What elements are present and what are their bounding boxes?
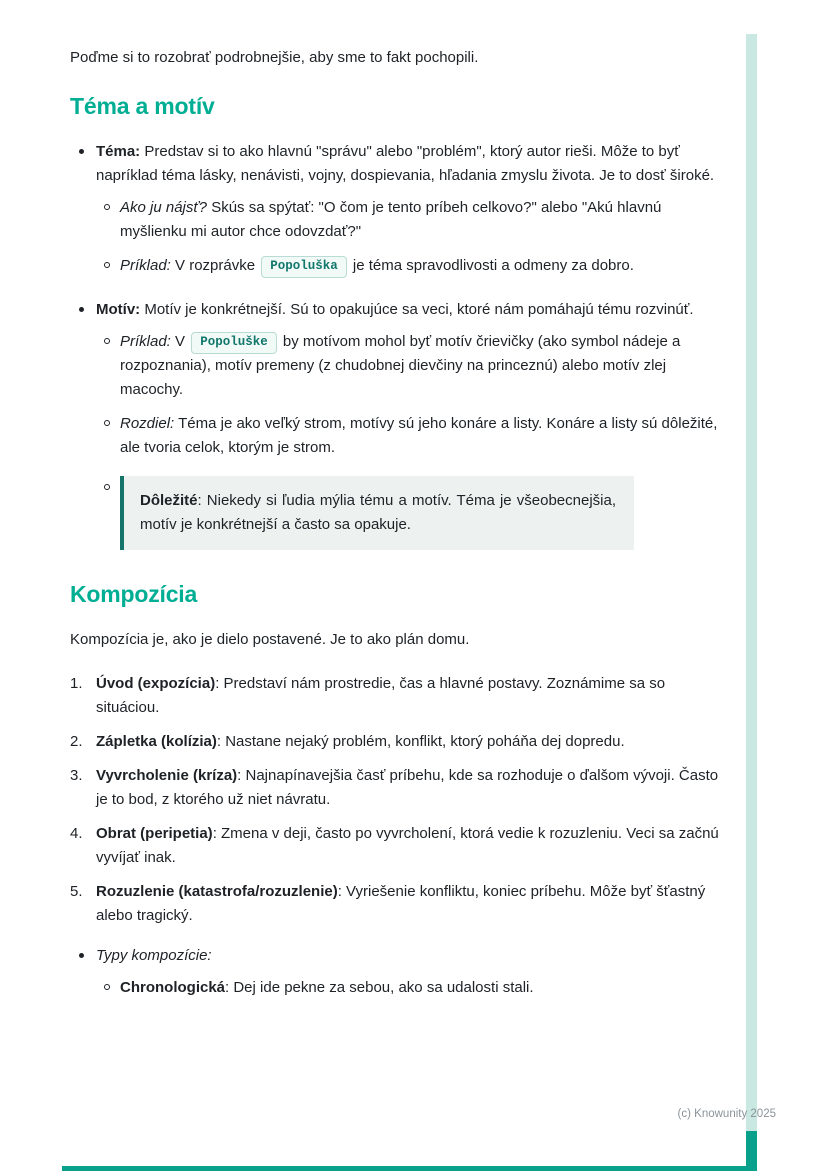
list-number: 4. bbox=[70, 825, 83, 842]
numbered-item-vyvrcholenie bbox=[70, 764, 732, 812]
priklad-label: Príklad: bbox=[120, 333, 171, 350]
list-item-priklad-tema bbox=[96, 254, 732, 278]
tema-text bbox=[96, 140, 732, 188]
step-body: : Najnapínavejšia časť príbehu, kde sa rozhoduje o ďalšom vývoji. Často je to bod, z ktorého už niet návratu. bbox=[96, 767, 719, 808]
step-text bbox=[96, 730, 732, 754]
circle-bullet-icon bbox=[96, 254, 120, 278]
list-item-typy bbox=[70, 944, 732, 968]
ako-ju-najst-text bbox=[120, 196, 732, 244]
callout-label: Dôležité bbox=[140, 492, 198, 509]
numbered-item-zapletka bbox=[70, 730, 732, 754]
ako-ju-najst-body: Skús sa spýtať: "O čom je tento príbeh celkovo?" alebo "Akú hlavnú myšlienku mi autor chce odovzdať?" bbox=[120, 199, 662, 240]
list-number: 2. bbox=[70, 733, 83, 750]
priklad-tema-text bbox=[120, 254, 732, 278]
heading-tema-a-motiv: Téma a motív bbox=[70, 93, 215, 119]
numbered-item-obrat bbox=[70, 822, 732, 870]
circle-bullet-icon bbox=[96, 196, 120, 220]
motif-group bbox=[70, 298, 732, 550]
motiv-term-description: Motív je konkrétnejší. Sú to opakujúce sa veci, ktoré nám pomáhajú tému rozvinúť. bbox=[140, 301, 694, 318]
next-page-edge bbox=[62, 1166, 757, 1171]
step-body: : Predstaví nám prostredie, čas a hlavné postavy. Zoznámime sa so situáciou. bbox=[96, 675, 666, 716]
bullet-icon bbox=[70, 944, 96, 968]
priklad-pre: V rozprávke bbox=[170, 257, 260, 274]
copyright-footer: (c) Knowunity 2025 bbox=[677, 1108, 776, 1120]
tema-term-label: Téma: bbox=[96, 143, 141, 160]
step-text bbox=[96, 764, 732, 812]
step-lead: Vyvrcholenie (kríza) bbox=[96, 767, 238, 784]
callout-body: : Niekedy si ľudia mýlia tému a motív. Téma je všeobecnejšia, motív je konkrétnejší a často sa opakuje. bbox=[140, 492, 616, 533]
heading-kompozicia: Kompozícia bbox=[70, 581, 198, 607]
ako-ju-najst-label: Ako ju nájsť? bbox=[120, 199, 208, 216]
motiv-text bbox=[96, 298, 732, 322]
circle-bullet-icon bbox=[96, 476, 120, 500]
step-text bbox=[96, 822, 732, 870]
rozdiel-text bbox=[120, 412, 732, 460]
step-lead: Zápletka (kolízia) bbox=[96, 733, 217, 750]
rozdiel-label: Rozdiel: bbox=[120, 415, 175, 432]
rozdiel-body: Téma je ako veľký strom, motívy sú jeho konáre a listy. Konáre a listy sú dôležité, ale tvoria celok, ktorým je strom. bbox=[120, 415, 718, 456]
inline-code-popoluske: Popoluške bbox=[191, 332, 277, 354]
theme-group bbox=[70, 140, 732, 278]
list-item-callout bbox=[96, 476, 732, 550]
step-body: : Nastane nejaký problém, konflikt, ktorý poháňa dej dopredu. bbox=[216, 733, 625, 750]
list-item-rozdiel bbox=[96, 412, 732, 460]
bullet-icon bbox=[70, 298, 96, 322]
step-lead: Obrat (peripetia) bbox=[96, 825, 213, 842]
list-number: 3. bbox=[70, 767, 83, 784]
typy-label: Typy kompozície: bbox=[96, 947, 212, 964]
list-item-chronologicka bbox=[96, 976, 732, 1000]
circle-bullet-icon bbox=[96, 330, 120, 354]
step-lead: Rozuzlenie (katastrofa/rozuzlenie) bbox=[96, 883, 338, 900]
motiv-term-label: Motív: bbox=[96, 301, 141, 318]
page-edge-stripe-dark bbox=[746, 1131, 757, 1171]
motiv-sublist bbox=[96, 330, 732, 550]
priklad-post: by motívom mohol byť motív črievičky (ako symbol nádeje a rozpoznania), motív premeny (z chudobnej dievčiny na princeznú) alebo motív zlej macochy. bbox=[120, 333, 681, 398]
step-body: : Zmena v deji, často po vyvrcholení, ktorá vedie k rozuzleniu. Veci sa začnú vyvíjať inak. bbox=[96, 825, 719, 866]
list-item-ako-ju-najst bbox=[96, 196, 732, 244]
callout-important bbox=[120, 476, 634, 550]
step-body: : Vyriešenie konfliktu, koniec príbehu. Môže byť šťastný alebo tragický. bbox=[96, 883, 706, 924]
page-edge-stripe-light bbox=[746, 34, 757, 1131]
tema-term-description: Predstav si to ako hlavnú "správu" alebo "problém", ktorý autor rieši. Môže to byť napríklad téma lásky, nenávisti, vojny, dospievania, hľadania zmyslu života. Je to dosť široké. bbox=[96, 143, 715, 184]
list-item-motiv bbox=[70, 298, 732, 322]
numbered-item-uvod bbox=[70, 672, 732, 720]
priklad-pre: V bbox=[170, 333, 190, 350]
chronologicka-lead: Chronologická bbox=[120, 979, 226, 996]
chronologicka-body: : Dej ide pekne za sebou, ako sa udalosti stali. bbox=[225, 979, 534, 996]
kompozicia-intro: Kompozícia je, ako je dielo postavené. Je to ako plán domu. bbox=[70, 631, 470, 648]
typy-sublist bbox=[96, 976, 732, 1000]
list-item-tema bbox=[70, 140, 732, 188]
page-content bbox=[70, 46, 732, 1020]
circle-bullet-icon bbox=[96, 412, 120, 436]
composition-steps-list bbox=[70, 672, 732, 928]
numbered-item-rozuzlenie bbox=[70, 880, 732, 928]
priklad-motiv-text bbox=[120, 330, 732, 402]
list-number: 1. bbox=[70, 675, 83, 692]
priklad-post: je téma spravodlivosti a odmeny za dobro. bbox=[348, 257, 634, 274]
list-item-priklad-motiv bbox=[96, 330, 732, 402]
inline-code-popoluska: Popoluška bbox=[261, 256, 347, 278]
bullet-icon bbox=[70, 140, 96, 164]
chronologicka-text bbox=[120, 976, 732, 1000]
list-number: 5. bbox=[70, 883, 83, 900]
step-text bbox=[96, 880, 732, 928]
types-group bbox=[70, 944, 732, 1000]
step-lead: Úvod (expozícia) bbox=[96, 675, 216, 692]
priklad-label: Príklad: bbox=[120, 257, 171, 274]
tema-sublist bbox=[96, 196, 732, 278]
step-text bbox=[96, 672, 732, 720]
intro-text: Poďme si to rozobrať podrobnejšie, aby sme to fakt pochopili. bbox=[70, 49, 479, 66]
typy-text bbox=[96, 944, 732, 968]
circle-bullet-icon bbox=[96, 976, 120, 1000]
